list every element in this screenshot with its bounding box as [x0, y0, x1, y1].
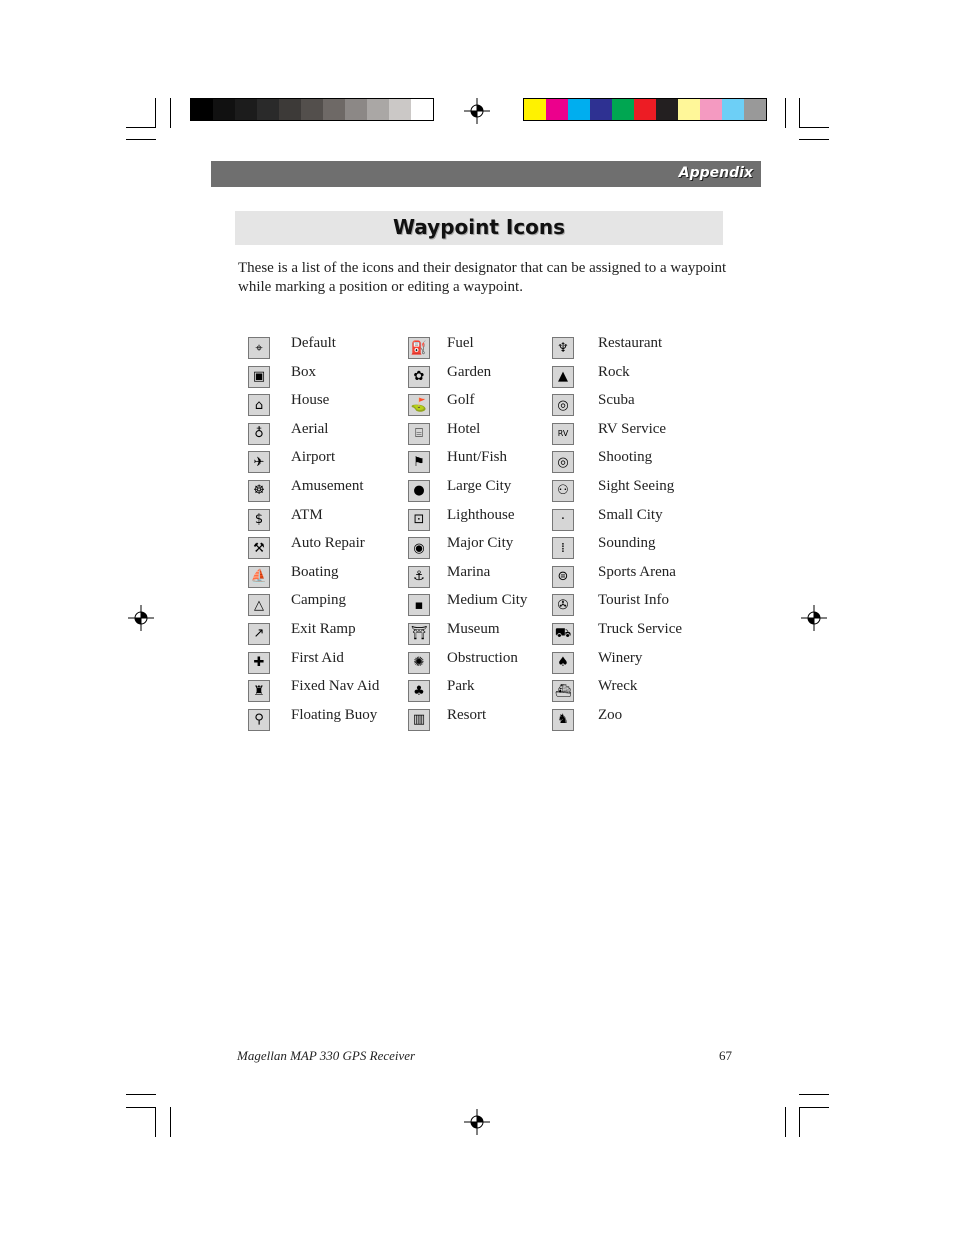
- waypoint-icon-name: Boating: [291, 563, 339, 580]
- waypoint-icon-name: Camping: [291, 592, 346, 609]
- rv-service-icon: RV: [552, 423, 574, 445]
- color-swatch: [279, 99, 301, 120]
- sounding-icon: ⁞: [552, 537, 574, 559]
- winery-icon: ♠: [552, 652, 574, 674]
- color-swatch: [213, 99, 235, 120]
- waypoint-icon-name: Major City: [447, 535, 514, 552]
- grayscale-calibration-bar: [190, 98, 434, 121]
- waypoint-icon-name: Scuba: [598, 392, 635, 409]
- waypoint-icon-name: Garden: [447, 363, 492, 380]
- garden-icon: ✿: [408, 366, 430, 388]
- color-swatch: [367, 99, 389, 120]
- waypoint-icon-name: Sounding: [598, 535, 656, 552]
- color-calibration-bar: [523, 98, 767, 121]
- boating-icon: ⛵: [248, 566, 270, 588]
- waypoint-icon-name: Rock: [598, 363, 630, 380]
- amusement-icon: ☸: [248, 480, 270, 502]
- sight-seeing-icon: ⚇: [552, 480, 574, 502]
- waypoint-icon-name: ATM: [291, 506, 323, 523]
- color-swatch: [411, 99, 433, 120]
- section-header-band: [211, 161, 761, 187]
- first-aid-icon: ✚: [248, 652, 270, 674]
- waypoint-icon-name: Winery: [598, 649, 643, 666]
- color-swatch: [700, 99, 722, 120]
- small-city-icon: ·: [552, 509, 574, 531]
- scuba-icon: ◎: [552, 394, 574, 416]
- page-title-box: [235, 211, 723, 245]
- marina-icon: ⚓: [408, 566, 430, 588]
- color-swatch: [590, 99, 612, 120]
- waypoint-icon-name: Box: [291, 363, 317, 380]
- registration-mark-bottom-icon: [464, 1109, 490, 1135]
- color-swatch: [301, 99, 323, 120]
- airport-icon: ✈: [248, 451, 270, 473]
- fuel-icon: ⛽: [408, 337, 430, 359]
- lighthouse-icon: ⊡: [408, 509, 430, 531]
- medium-city-icon: ▪: [408, 594, 430, 616]
- rock-icon: ▲: [552, 366, 574, 388]
- waypoint-icon-name: House: [291, 392, 330, 409]
- zoo-icon: ♞: [552, 709, 574, 731]
- tourist-info-icon: ✇: [552, 594, 574, 616]
- waypoint-icon-name: Small City: [598, 506, 663, 523]
- waypoint-icon-name: Tourist Info: [598, 592, 670, 609]
- waypoint-icon-name: Truck Service: [598, 620, 683, 637]
- truck-service-icon: ⛟: [552, 623, 574, 645]
- registration-mark-left-icon: [128, 605, 154, 631]
- waypoint-icon-name: Golf: [447, 392, 475, 409]
- footer-doc-title: Magellan MAP 330 GPS Receiver: [237, 1048, 416, 1063]
- color-swatch: [235, 99, 257, 120]
- color-swatch: [722, 99, 744, 120]
- auto-repair-icon: ⚒: [248, 537, 270, 559]
- fixed-nav-aid-icon: ♜: [248, 680, 270, 702]
- waypoint-icon-name: Obstruction: [447, 649, 518, 666]
- restaurant-icon: ♆: [552, 337, 574, 359]
- color-swatch: [656, 99, 678, 120]
- park-icon: ♣: [408, 680, 430, 702]
- box-icon: ▣: [248, 366, 270, 388]
- color-swatch: [612, 99, 634, 120]
- color-swatch: [546, 99, 568, 120]
- waypoint-icon-name: Marina: [447, 563, 491, 580]
- color-swatch: [744, 99, 766, 120]
- waypoint-icon-name: Park: [447, 678, 475, 695]
- color-swatch: [568, 99, 590, 120]
- waypoint-icon-name: Sight Seeing: [598, 477, 675, 494]
- hunt-fish-icon: ⚑: [408, 451, 430, 473]
- golf-icon: ⛳: [408, 394, 430, 416]
- wreck-icon: ⛴: [552, 680, 574, 702]
- waypoint-icon-name: Default: [291, 335, 336, 351]
- waypoint-icon-name: Zoo: [598, 706, 623, 723]
- registration-mark-right-icon: [801, 605, 827, 631]
- waypoint-icon-name: Lighthouse: [447, 506, 515, 523]
- waypoint-icon-name: Large City: [447, 477, 512, 494]
- waypoint-icon-name: Amusement: [291, 477, 364, 494]
- waypoint-icon-name: Fixed Nav Aid: [291, 678, 380, 695]
- obstruction-icon: ✺: [408, 652, 430, 674]
- camping-icon: △: [248, 594, 270, 616]
- waypoint-icon-name: Airport: [291, 449, 336, 466]
- color-swatch: [389, 99, 411, 120]
- color-swatch: [524, 99, 546, 120]
- page-title: Waypoint Icons: [392, 215, 566, 239]
- registration-mark-top-icon: [464, 98, 490, 124]
- waypoint-icon-name: Museum: [447, 620, 500, 637]
- waypoint-icon-name: Restaurant: [598, 335, 663, 351]
- waypoint-icon-name: Exit Ramp: [291, 620, 356, 637]
- waypoint-icon-name: Floating Buoy: [291, 706, 378, 723]
- waypoint-icon-name: Auto Repair: [291, 535, 365, 552]
- exit-ramp-icon: ↗: [248, 623, 270, 645]
- color-swatch: [345, 99, 367, 120]
- section-label: Appendix: [678, 165, 753, 181]
- hotel-icon: ⌸: [408, 423, 430, 445]
- waypoint-icon-name: Fuel: [447, 335, 474, 351]
- sports-arena-icon: ⊜: [552, 566, 574, 588]
- waypoint-icon-name: Hunt/Fish: [447, 449, 508, 466]
- waypoint-icon-name: RV Service: [598, 420, 667, 437]
- large-city-icon: ●: [408, 480, 430, 502]
- intro-paragraph: These is a list of the icons and their designator that can be assigned to a waypoint while marking a position or editing a waypoint.: [238, 260, 727, 295]
- color-swatch: [323, 99, 345, 120]
- color-swatch: [191, 99, 213, 120]
- page-number: 67: [719, 1048, 732, 1063]
- waypoint-icon-name: Resort: [447, 706, 487, 723]
- waypoint-icon-name: Hotel: [447, 420, 481, 437]
- waypoint-icon-name: Medium City: [447, 592, 528, 609]
- resort-icon: ▥: [408, 709, 430, 731]
- house-icon: ⌂: [248, 394, 270, 416]
- museum-icon: ⛩: [408, 623, 430, 645]
- floating-buoy-icon: ⚲: [248, 709, 270, 731]
- color-swatch: [678, 99, 700, 120]
- waypoint-icon-name: Aerial: [291, 420, 329, 437]
- crosshair-icon: ⌖: [248, 337, 270, 359]
- color-swatch: [257, 99, 279, 120]
- shooting-icon: ◎: [552, 451, 574, 473]
- waypoint-icon-name: Wreck: [598, 678, 638, 695]
- atm-icon: $: [248, 509, 270, 531]
- waypoint-icon-name: Sports Arena: [598, 563, 676, 580]
- aerial-icon: ♁: [248, 423, 270, 445]
- color-swatch: [634, 99, 656, 120]
- major-city-icon: ◉: [408, 537, 430, 559]
- waypoint-icon-name: Shooting: [598, 449, 653, 466]
- waypoint-icon-name: First Aid: [291, 649, 344, 666]
